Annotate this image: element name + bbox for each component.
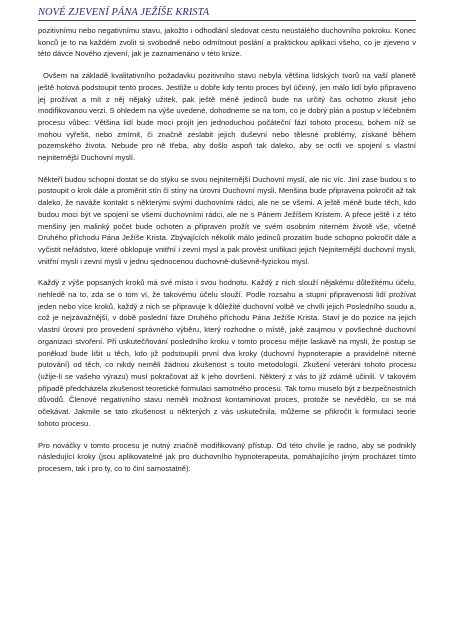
paragraph-2: Ovšem na základě kvalitativního požadavku pozitivního stavu nebyla většina lidských tvorů na vaší planetě ještě hotová podstoupit tento proces. Jestliže u dobře kdy tento proces byl účinný, jen málo lidí bylo připraveno jej prožívat a mít z něj nějaký užitek, pak ještě méně jedinců bude na určitý čas ochotno zkusit jeho modifikovanou verzi. S ohledem na výše uvedené, dohodneme se na tom, co je dobrý plán a postup v léčebném procesu vůbec: Většina lidí bude moci projít jen jednoduchou počáteční fází tohoto procesu, bohem níž se mohou vyřešit, nebo zmírnit, či značně zeslabit jejich duševní nebo tělesné problémy, získané během pozemského života. Nebude pro ně třeba, aby došlo aspoň tak daleko, aby se octli ve spojení s vlastní nejniternější Duchovní myslí. [38, 71, 416, 163]
paragraph-3: Někteří budou schopni dostat se do styku se svou nejniternější Duchovní myslí, ale nic víc. Jiní zase budou s to postoupit o krok dále a proměnit stín či stíny na úrovni Duchovní mysli. Menšina bude připravena pokročit až tak daleko, že naváže kontakt s některými svými duchovními rádci, ale ne se všemi. A ještě méně bude těch, kdo budou moci být ve spojení se všemi duchovními rádci, ale ne s Pánem Ježíšem Kristem. A přece ještě i z této menšiny jen malinký počet bude ochoten a připraven prožít ve svém osobním niterném životě vše, včetně Druhého příchodu Pána Ježíše Krista. Zbývajících několik málo jedinců prozatím bude schopno pokročit dále a vyčistit neřádstvo, které obklopuje vnitřní i zevní mysl a pak provést unifikaci jejich Nejniternější duchovní mysli, vnitřní mysli i zevní mysli v jednu sjednocenou duchovně-duševně-fyzickou mysl. [38, 174, 416, 266]
running-header-title: NOVÉ ZJEVENÍ PÁNA JEŽÍŠE KRISTA [38, 7, 210, 18]
page-header [38, 7, 416, 21]
paragraph-1: pozitivnímu nebo negativnímu stavu, jakožto i odhodlání sledovat cestu neustálého duchovního pokroku. Konec konců je to na každém zvolit si svobodně nebo odmítnout poslání a praktickou aplikaci všeho, co je zjeveno v této dávce Nového zjevení, jak je zaznamenáno v této knize. [38, 26, 416, 59]
paragraph-4: Každý z výše popsaných kroků má své místo i svou hodnotu. Každý z nich slouží nějakému důležitému účelu, nehledě na to, zda se o tom ví, že takovému účelu slouží. Podle rozsahu a stupni připravenosti lidí prožívat jeden nebo více kroků, každý z nich se připravuje k důležité duchovní volbě ve chvíli jejich Posledního soudu a, což je nejzávažnější, v době poslední fáze Druhého příchodu Pána Ježíše Krista. Staví je do pozice na jejich vlastní úrovni pro provedení správného výběru, který rozhodne o místě, jaké zaujmou v povšechné duchovní organizaci stvoření. Při uskutečňování posledního kroku v tomto procesu mějte laskavě na mysli, že postup se poněkud bude lišit u těch, kdo již podstoupili první dva kroky (duchovní hypnoterapie a pravidelné niterné putování) od těch, co nikdy neměli žádnou zkušenost s touto metodologií. Zkušení veteráni tohoto procesu (užije-li se vašeho výrazu) musí pokračovat až k jeho dovršení. Některý z vás to již zdárně učinili. V takovém případě předcházela zkušenost teoretické formulaci samotného procesu. Tak tomu muselo být z bezpečnostních důvodů. Členové negativního stavu neměli možnost kontaminovat proces, protože se nevědělo, co se má očekávat. Jakmile se tato zkušenost u některých z vás uskutečnila, můžeme se přikročit k formulaci teorie tohoto procesu. [38, 278, 416, 428]
paragraph-5: Pro nováčky v tomto procesu je nutný značně modifikovaný přístup. Od této chvíle je radno, aby se podnikly následující kroky (jsou aplikovatelné jak pro duchovního hypnoterapeuta, pomáhajícího jiným procházet tímto procesem, tak i pro ty, co to činí samostatně): [38, 440, 416, 473]
page-body [38, 25, 416, 475]
